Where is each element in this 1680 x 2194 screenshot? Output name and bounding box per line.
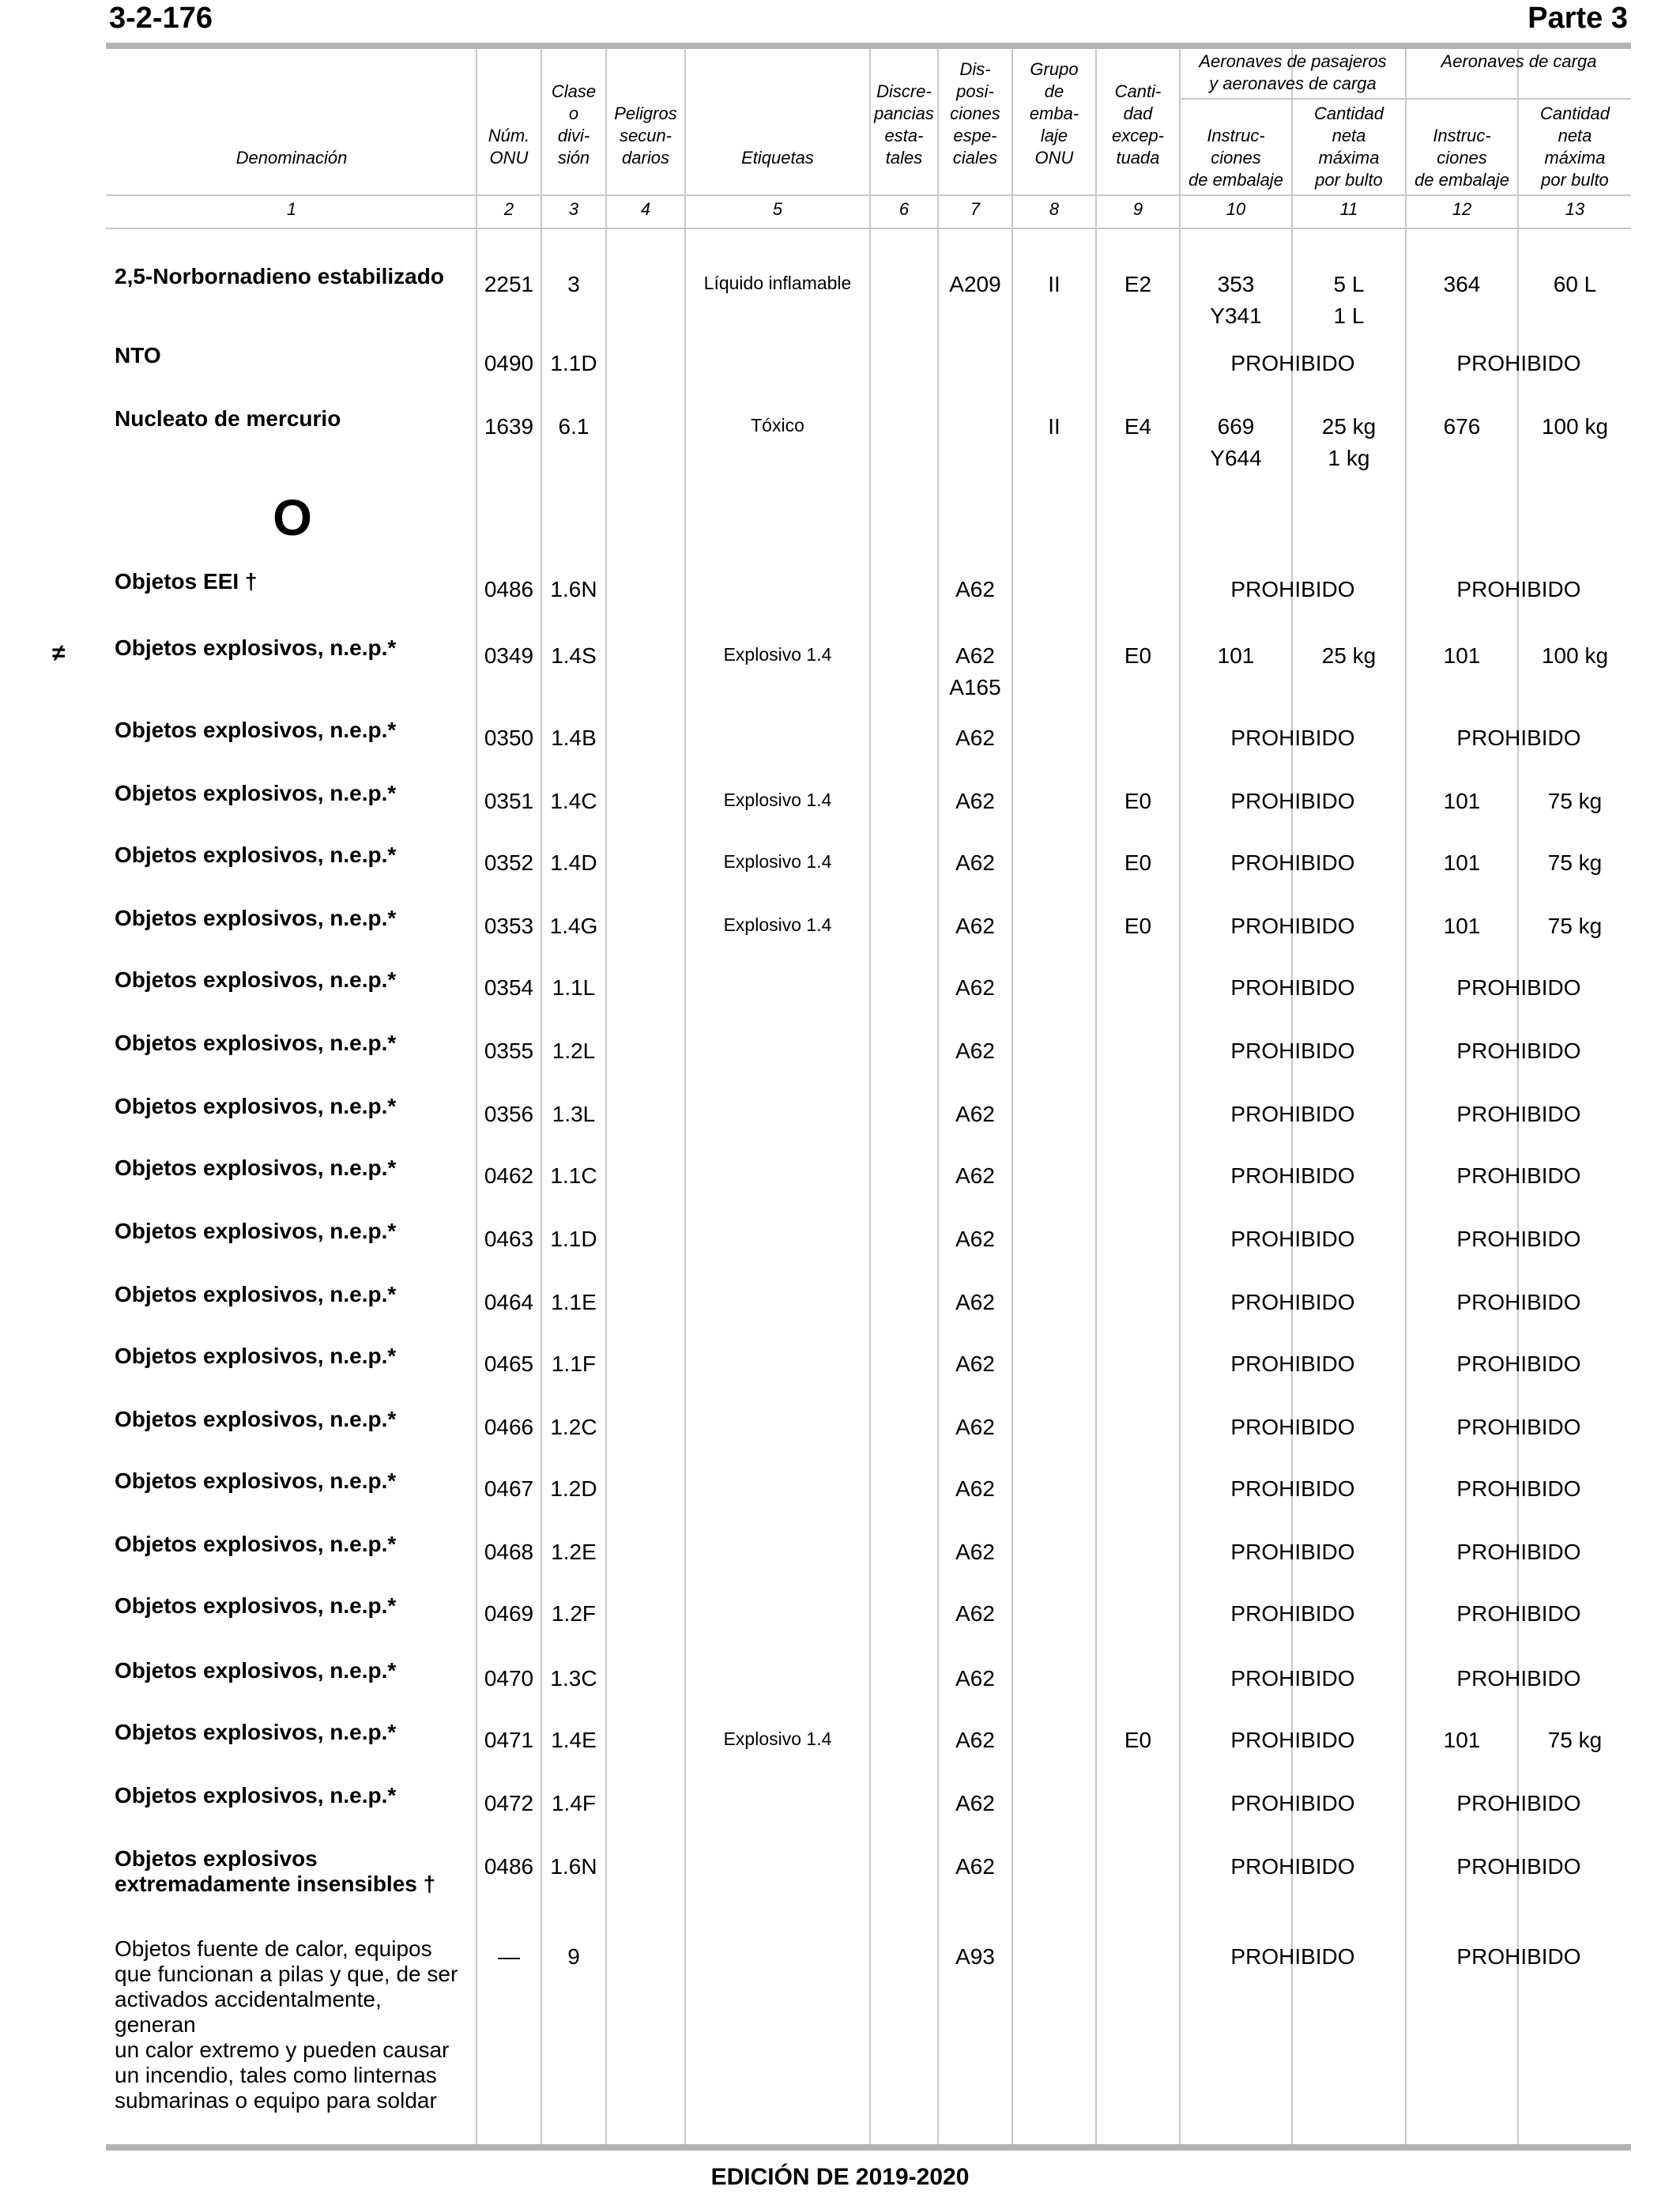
cargo-prohibited: PROHIBIDO [1456, 577, 1581, 601]
col-header-disposiciones: Dis- posi- ciones espe- ciales [950, 59, 1000, 168]
hazard-class: 1.1F [551, 1351, 597, 1376]
un-number: 0486 [484, 577, 534, 601]
un-number: 0464 [484, 1290, 534, 1314]
hazard-class: 1.3L [552, 1102, 596, 1126]
table-row [0, 1282, 1680, 1318]
column-number: 7 [970, 199, 981, 219]
hazard-class: 1.2D [550, 1476, 597, 1501]
passenger-prohibited: PROHIBIDO [1230, 1039, 1355, 1063]
excepted-quantity: E0 [1124, 850, 1152, 875]
substance-name: Objetos explosivos, n.e.p.* [115, 1344, 397, 1368]
cargo-prohibited: PROHIBIDO [1456, 1666, 1581, 1691]
substance-name: Objetos explosivos, n.e.p.* [115, 1031, 397, 1055]
table-row [0, 569, 1680, 605]
passenger-prohibited: PROHIBIDO [1230, 975, 1355, 1000]
table-row [0, 1094, 1680, 1130]
table-row [0, 1532, 1680, 1568]
substance-name: Objetos explosivos, n.e.p.* [115, 1094, 397, 1118]
passenger-prohibited: PROHIBIDO [1230, 1944, 1355, 1969]
table-row [0, 1658, 1680, 1695]
un-number: 1639 [484, 414, 534, 439]
cargo-prohibited: PROHIBIDO [1456, 1476, 1581, 1501]
passenger-prohibited: PROHIBIDO [1230, 1791, 1355, 1815]
substance-name: Objetos explosivos, n.e.p.* [115, 1720, 397, 1744]
hazard-class: 1.4B [551, 726, 597, 750]
passenger-prohibited: PROHIBIDO [1230, 351, 1355, 375]
column-number: 4 [640, 199, 651, 219]
passenger-prohibited: PROHIBIDO [1230, 789, 1355, 813]
excepted-quantity: E0 [1124, 789, 1152, 813]
un-number: 0352 [484, 850, 534, 875]
special-provisions: A62 [955, 1728, 995, 1752]
col-header-peligros: Peligros secun- darios [614, 104, 677, 168]
col-header-grupo-embalaje: Grupo de emba- laje ONU [1029, 59, 1079, 168]
hazard-class: 1.1C [550, 1163, 597, 1188]
special-provisions: A62 [955, 726, 995, 750]
excepted-quantity: E2 [1124, 272, 1152, 296]
passenger-prohibited: PROHIBIDO [1230, 914, 1355, 938]
column-number: 8 [1049, 199, 1060, 219]
special-provisions: A62 [955, 789, 995, 813]
special-provisions: A62 [955, 1791, 995, 1815]
substance-name: Objetos explosivos, n.e.p.* [115, 781, 397, 805]
un-number: 0462 [484, 1163, 534, 1188]
cargo-max-net-quantity: 100 kg [1541, 414, 1609, 439]
special-provisions: A62 A165 [949, 643, 1001, 699]
un-number: 0490 [484, 351, 534, 375]
passenger-prohibited: PROHIBIDO [1230, 1601, 1355, 1626]
substance-name: Objetos explosivos, n.e.p.* [115, 1658, 397, 1683]
table-row [0, 264, 1680, 328]
packing-group: II [1048, 414, 1060, 439]
table-row [0, 1936, 1680, 2113]
passenger-prohibited: PROHIBIDO [1230, 1666, 1355, 1691]
hazard-class: 1.6N [550, 577, 597, 601]
col-group-passenger-aircraft: Aeronaves de pasajeros y aeronaves de carga [1199, 51, 1387, 93]
passenger-prohibited: PROHIBIDO [1230, 1476, 1355, 1501]
substance-name: Nucleato de mercurio [115, 406, 341, 431]
col-header-clase: Clase o divi- sión [551, 81, 597, 168]
hazard-class: 1.1L [552, 975, 596, 1000]
special-provisions: A62 [955, 577, 995, 601]
part-title: Parte 3 [1527, 2, 1628, 35]
un-number: 0356 [484, 1102, 534, 1126]
col-header-cargo-instructions: Instruc- ciones de embalaje [1414, 126, 1509, 190]
cargo-max-net-quantity: 75 kg [1547, 1728, 1603, 1752]
hazard-class: 1.4F [551, 1791, 597, 1815]
column-number: 3 [568, 199, 579, 219]
column-number: 13 [1565, 199, 1585, 219]
cargo-max-net-quantity: 60 L [1553, 272, 1597, 296]
un-number: 0466 [484, 1415, 534, 1439]
edition-footer: EDICIÓN DE 2019-2020 [710, 2164, 970, 2190]
un-number: — [498, 1944, 520, 1969]
un-number: 0355 [484, 1039, 534, 1063]
hazard-label: Explosivo 1.4 [723, 1728, 832, 1749]
special-provisions: A62 [955, 1227, 995, 1251]
substance-name: Objetos explosivos, n.e.p.* [115, 1593, 397, 1618]
hazard-class: 1.4S [551, 643, 597, 668]
table-row [0, 1720, 1680, 1756]
cargo-prohibited: PROHIBIDO [1456, 1601, 1581, 1626]
substance-name: Objetos explosivos, n.e.p.* [115, 843, 397, 867]
hazard-class: 1.3C [550, 1666, 597, 1691]
cargo-max-net-quantity: 100 kg [1541, 643, 1609, 668]
special-provisions: A62 [955, 975, 995, 1000]
bottom-rule [106, 2144, 1631, 2151]
passenger-prohibited: PROHIBIDO [1230, 850, 1355, 875]
special-provisions: A62 [955, 1102, 995, 1126]
hazard-label: Explosivo 1.4 [723, 851, 832, 872]
cargo-packing-instruction: 676 [1443, 414, 1481, 439]
passenger-prohibited: PROHIBIDO [1230, 1351, 1355, 1376]
hazard-class: 1.2E [551, 1540, 597, 1564]
table-row [0, 1344, 1680, 1380]
special-provisions: A62 [955, 850, 995, 875]
un-number: 0467 [484, 1476, 534, 1501]
special-provisions: A62 [955, 1039, 995, 1063]
hazard-class: 1.1D [550, 351, 597, 375]
margin-change-mark: ≠ [52, 640, 66, 666]
table-row [0, 1783, 1680, 1819]
hazard-label: Tóxico [751, 415, 804, 435]
hazard-label: Explosivo 1.4 [723, 914, 832, 935]
table-row [0, 1407, 1680, 1443]
passenger-prohibited: PROHIBIDO [1230, 1728, 1355, 1752]
special-provisions: A62 [955, 1540, 995, 1564]
substance-name: Objetos explosivos, n.e.p.* [115, 1468, 397, 1493]
substance-name: Objetos fuente de calor, equipos que funcionan a pilas y que, de ser activados accidentalmente, generan un calor extremo y pueden causar un incendio, tales como linternas submarinas o equipo para soldar [115, 1936, 458, 2113]
passenger-max-net-quantity: 5 L 1 L [1333, 272, 1365, 328]
table-row [0, 718, 1680, 754]
column-number-divider [106, 228, 1631, 229]
un-number: 0471 [484, 1728, 534, 1752]
hazard-class: 3 [567, 272, 580, 296]
substance-name: Objetos explosivos, n.e.p.* [115, 1219, 397, 1243]
cargo-prohibited: PROHIBIDO [1456, 1102, 1581, 1126]
packing-group: II [1048, 272, 1060, 296]
passenger-prohibited: PROHIBIDO [1230, 1163, 1355, 1188]
section-letter-heading: O [273, 489, 312, 546]
table-row [0, 1593, 1680, 1630]
col-header-cantidad-exceptuada: Canti- dad excep- tuada [1111, 81, 1165, 168]
hazard-label: Explosivo 1.4 [723, 790, 832, 810]
substance-name: Objetos explosivos, n.e.p.* [115, 1532, 397, 1556]
passenger-prohibited: PROHIBIDO [1230, 1227, 1355, 1251]
cargo-packing-instruction: 101 [1443, 789, 1481, 813]
table-row [0, 781, 1680, 817]
special-provisions: A62 [955, 1476, 995, 1501]
un-number: 0470 [484, 1666, 534, 1691]
excepted-quantity: E0 [1124, 643, 1152, 668]
hazard-class: 1.4C [550, 789, 597, 813]
substance-name: Objetos explosivos, n.e.p.* [115, 967, 397, 992]
cargo-packing-instruction: 101 [1443, 643, 1481, 668]
col-group-cargo-aircraft: Aeronaves de carga [1441, 51, 1597, 71]
col-header-cargo-max-qty: Cantidad neta máxima por bulto [1539, 104, 1610, 190]
un-number: 0469 [484, 1601, 534, 1626]
passenger-packing-instruction: 353 Y341 [1210, 272, 1262, 328]
cargo-prohibited: PROHIBIDO [1456, 1039, 1581, 1063]
passenger-prohibited: PROHIBIDO [1230, 1854, 1355, 1879]
special-provisions: A62 [955, 1290, 995, 1314]
hazard-label: Explosivo 1.4 [723, 644, 832, 665]
column-number: 5 [772, 199, 783, 219]
passenger-prohibited: PROHIBIDO [1230, 1415, 1355, 1439]
un-number: 0465 [484, 1351, 534, 1376]
hazard-label: Líquido inflamable [703, 273, 852, 293]
column-number: 2 [503, 199, 514, 219]
cargo-prohibited: PROHIBIDO [1456, 1163, 1581, 1188]
special-provisions: A62 [955, 1666, 995, 1691]
col-header-discrepancias: Discre- pancias esta- tales [874, 81, 934, 168]
table-row [0, 843, 1680, 879]
special-provisions: A62 [955, 1415, 995, 1439]
cargo-prohibited: PROHIBIDO [1456, 351, 1581, 375]
table-row [0, 1155, 1680, 1192]
hazard-class: 1.6N [550, 1854, 597, 1879]
col-header-pax-instructions: Instruc- ciones de embalaje [1188, 126, 1283, 190]
table-row [0, 406, 1680, 470]
column-number: 9 [1132, 199, 1143, 219]
table-row [0, 343, 1680, 379]
un-number: 2251 [484, 272, 534, 296]
hazard-class: 1.4G [549, 914, 598, 938]
special-provisions: A209 [949, 272, 1001, 296]
group-divider [1181, 98, 1631, 100]
cargo-max-net-quantity: 75 kg [1547, 850, 1603, 875]
excepted-quantity: E0 [1124, 914, 1152, 938]
un-number: 0351 [484, 789, 534, 813]
un-number: 0463 [484, 1227, 534, 1251]
substance-name: Objetos explosivos, n.e.p.* [115, 906, 397, 930]
cargo-max-net-quantity: 75 kg [1547, 789, 1603, 813]
substance-name: Objetos explosivos, n.e.p.* [115, 1407, 397, 1431]
substance-name: Objetos EEI † [115, 569, 258, 594]
un-number: 0350 [484, 726, 534, 750]
substance-name: Objetos explosivos, n.e.p.* [115, 1282, 397, 1306]
table-row [0, 1468, 1680, 1505]
passenger-prohibited: PROHIBIDO [1230, 1540, 1355, 1564]
cargo-prohibited: PROHIBIDO [1456, 975, 1581, 1000]
cargo-prohibited: PROHIBIDO [1456, 1854, 1581, 1879]
un-number: 0486 [484, 1854, 534, 1879]
column-number: 11 [1339, 199, 1358, 219]
excepted-quantity: E4 [1124, 414, 1152, 439]
cargo-prohibited: PROHIBIDO [1456, 1415, 1581, 1439]
passenger-max-net-quantity: 25 kg 1 kg [1321, 414, 1377, 470]
hazard-class: 1.2L [552, 1039, 596, 1063]
hazard-class: 6.1 [558, 414, 590, 439]
cargo-prohibited: PROHIBIDO [1456, 1944, 1581, 1969]
passenger-packing-instruction: 101 [1217, 643, 1255, 668]
table-row [0, 1219, 1680, 1255]
hazard-class: 1.4E [551, 1728, 597, 1752]
special-provisions: A62 [955, 1601, 995, 1626]
substance-name: Objetos explosivos, n.e.p.* [115, 1155, 397, 1180]
hazard-class: 1.1D [550, 1227, 597, 1251]
passenger-prohibited: PROHIBIDO [1230, 577, 1355, 601]
cargo-prohibited: PROHIBIDO [1456, 1351, 1581, 1376]
cargo-packing-instruction: 364 [1443, 272, 1481, 296]
special-provisions: A62 [955, 1854, 995, 1879]
cargo-prohibited: PROHIBIDO [1456, 1227, 1581, 1251]
un-number: 0354 [484, 975, 534, 1000]
col-header-num-onu: Núm. ONU [488, 126, 530, 168]
passenger-prohibited: PROHIBIDO [1230, 726, 1355, 750]
cargo-packing-instruction: 101 [1443, 850, 1481, 875]
substance-name: 2,5-Norbornadieno estabilizado [115, 264, 444, 288]
cargo-packing-instruction: 101 [1443, 1728, 1481, 1752]
passenger-packing-instruction: 669 Y644 [1210, 414, 1262, 470]
header-divider [106, 194, 1631, 196]
table-row [0, 967, 1680, 1004]
excepted-quantity: E0 [1124, 1728, 1152, 1752]
substance-name: Objetos explosivos, n.e.p.* [115, 635, 397, 660]
col-header-denominacion: Denominación [235, 148, 348, 168]
hazard-class: 1.1E [551, 1290, 597, 1314]
col-header-etiquetas: Etiquetas [741, 148, 814, 168]
cargo-max-net-quantity: 75 kg [1547, 914, 1603, 938]
column-number: 1 [286, 199, 297, 219]
column-number: 6 [898, 199, 910, 219]
substance-name: Objetos explosivos, n.e.p.* [115, 1783, 397, 1808]
substance-name: Objetos explosivos extremadamente insensibles † [115, 1846, 436, 1896]
hazard-class: 1.2C [550, 1415, 597, 1439]
page-number: 3-2-176 [109, 2, 213, 35]
cargo-prohibited: PROHIBIDO [1456, 726, 1581, 750]
passenger-prohibited: PROHIBIDO [1230, 1290, 1355, 1314]
table-row [0, 906, 1680, 942]
cargo-prohibited: PROHIBIDO [1456, 1791, 1581, 1815]
column-number: 10 [1226, 199, 1246, 219]
cargo-prohibited: PROHIBIDO [1456, 1290, 1581, 1314]
un-number: 0472 [484, 1791, 534, 1815]
substance-name: Objetos explosivos, n.e.p.* [115, 718, 397, 742]
special-provisions: A93 [955, 1944, 995, 1969]
un-number: 0468 [484, 1540, 534, 1564]
substance-name: NTO [115, 343, 161, 368]
col-header-pax-max-qty: Cantidad neta máxima por bulto [1313, 104, 1384, 190]
table-row [0, 1031, 1680, 1067]
special-provisions: A62 [955, 1351, 995, 1376]
un-number: 0349 [484, 643, 534, 668]
column-number: 12 [1452, 199, 1472, 219]
special-provisions: A62 [955, 914, 995, 938]
table-row [0, 1846, 1680, 1896]
un-number: 0353 [484, 914, 534, 938]
passenger-max-net-quantity: 25 kg [1321, 643, 1377, 668]
cargo-prohibited: PROHIBIDO [1456, 1540, 1581, 1564]
hazard-class: 1.4D [550, 850, 597, 875]
cargo-packing-instruction: 101 [1443, 914, 1481, 938]
passenger-prohibited: PROHIBIDO [1230, 1102, 1355, 1126]
table-row [0, 635, 1680, 699]
special-provisions: A62 [955, 1163, 995, 1188]
hazard-class: 1.2F [551, 1601, 597, 1626]
hazard-class: 9 [567, 1944, 580, 1969]
top-rule [106, 43, 1631, 49]
